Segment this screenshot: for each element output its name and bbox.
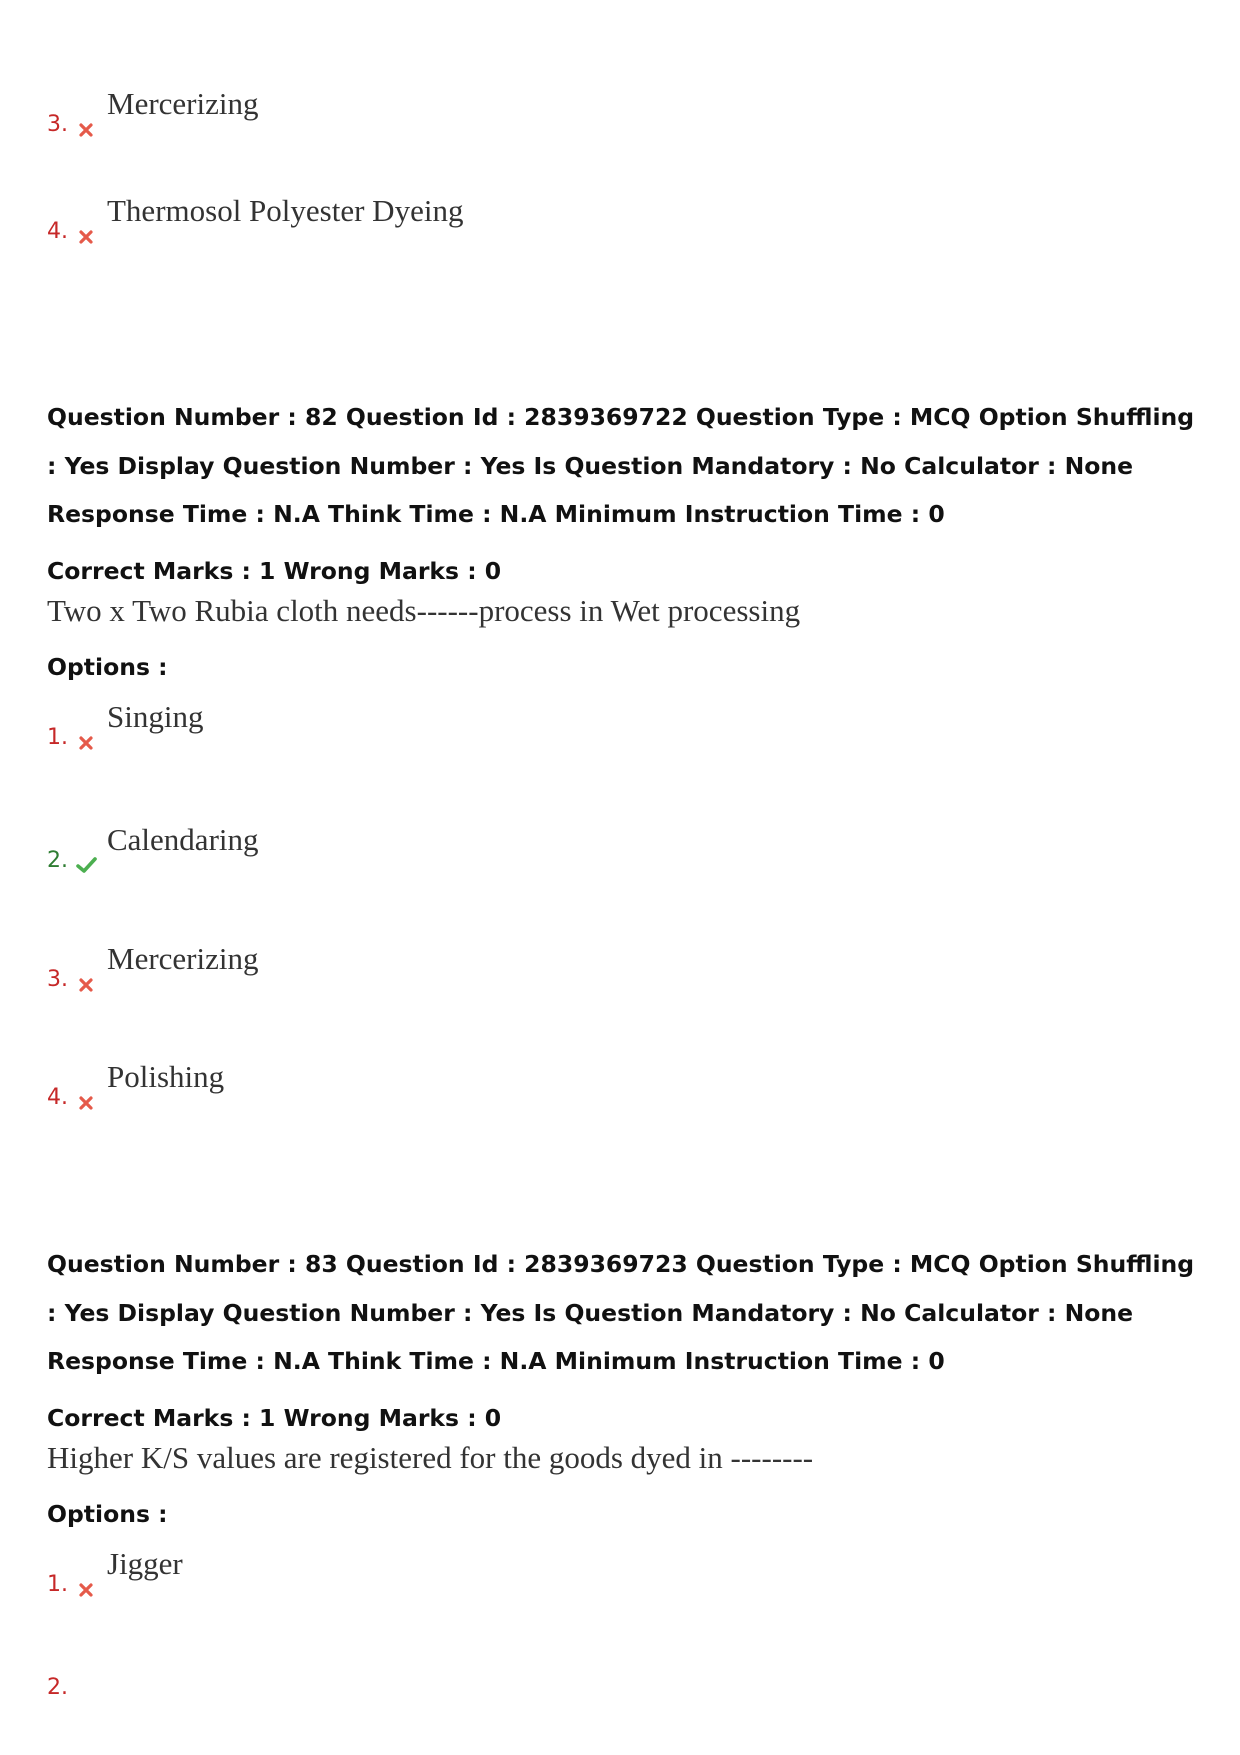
option-text: Calendaring — [107, 822, 259, 857]
option-number: 3. — [47, 112, 68, 137]
option-number: 3. — [47, 967, 68, 992]
question-82-text: Two x Two Rubia cloth needs------process in Wet processing — [47, 593, 801, 628]
cross-icon — [75, 224, 97, 246]
option-number: 4. — [47, 219, 68, 244]
option-text: Thermosol Polyester Dyeing — [107, 193, 464, 228]
question-82-marks: Correct Marks : 1 Wrong Marks : 0 — [47, 557, 502, 585]
question-82-option-1 — [47, 699, 204, 751]
option-text: Singing — [107, 699, 204, 734]
option-number: 1. — [47, 725, 68, 750]
option-text: Mercerizing — [107, 86, 259, 121]
question-83-text: Higher K/S values are registered for the goods dyed in -------- — [47, 1440, 814, 1475]
option-number: 4. — [47, 1085, 68, 1110]
prev-question-option-4 — [47, 193, 464, 245]
cross-icon — [75, 972, 97, 994]
question-82-meta: Question Number : 82 Question Id : 2839369722 Question Type : MCQ Option Shuffling : Yes Display Question Number : Yes Is Question Mandatory : No Calculator : None Response Time : N.A Think Time : N.A Minimum Instruction Time : 0 — [47, 403, 1195, 528]
question-83-meta: Question Number : 83 Question Id : 2839369723 Question Type : MCQ Option Shuffling : Yes Display Question Number : Yes Is Question Mandatory : No Calculator : None Response Time : N.A Think Time : N.A Minimum Instruction Time : 0 — [47, 1250, 1195, 1375]
question-82-option-4 — [47, 1059, 225, 1111]
option-text: Jigger — [107, 1546, 183, 1581]
option-number: 2. — [47, 848, 68, 873]
question-83-option-1 — [47, 1546, 183, 1598]
cross-icon — [75, 730, 97, 752]
question-82-option-3 — [47, 941, 259, 993]
option-text: Polishing — [107, 1059, 225, 1094]
question-82-option-2 — [47, 822, 259, 874]
option-text: Mercerizing — [107, 941, 259, 976]
prev-question-option-3 — [47, 86, 259, 138]
question-83-options-label: Options : — [47, 1500, 168, 1528]
question-82-options-label: Options : — [47, 653, 168, 681]
question-83-marks: Correct Marks : 1 Wrong Marks : 0 — [47, 1404, 502, 1432]
cross-icon — [75, 1577, 97, 1599]
option-number: 2. — [47, 1675, 68, 1700]
option-number: 1. — [47, 1572, 68, 1597]
cross-icon — [75, 1090, 97, 1112]
check-icon — [75, 853, 97, 875]
cross-icon — [75, 117, 97, 139]
question-83-option-2 — [47, 1661, 75, 1701]
